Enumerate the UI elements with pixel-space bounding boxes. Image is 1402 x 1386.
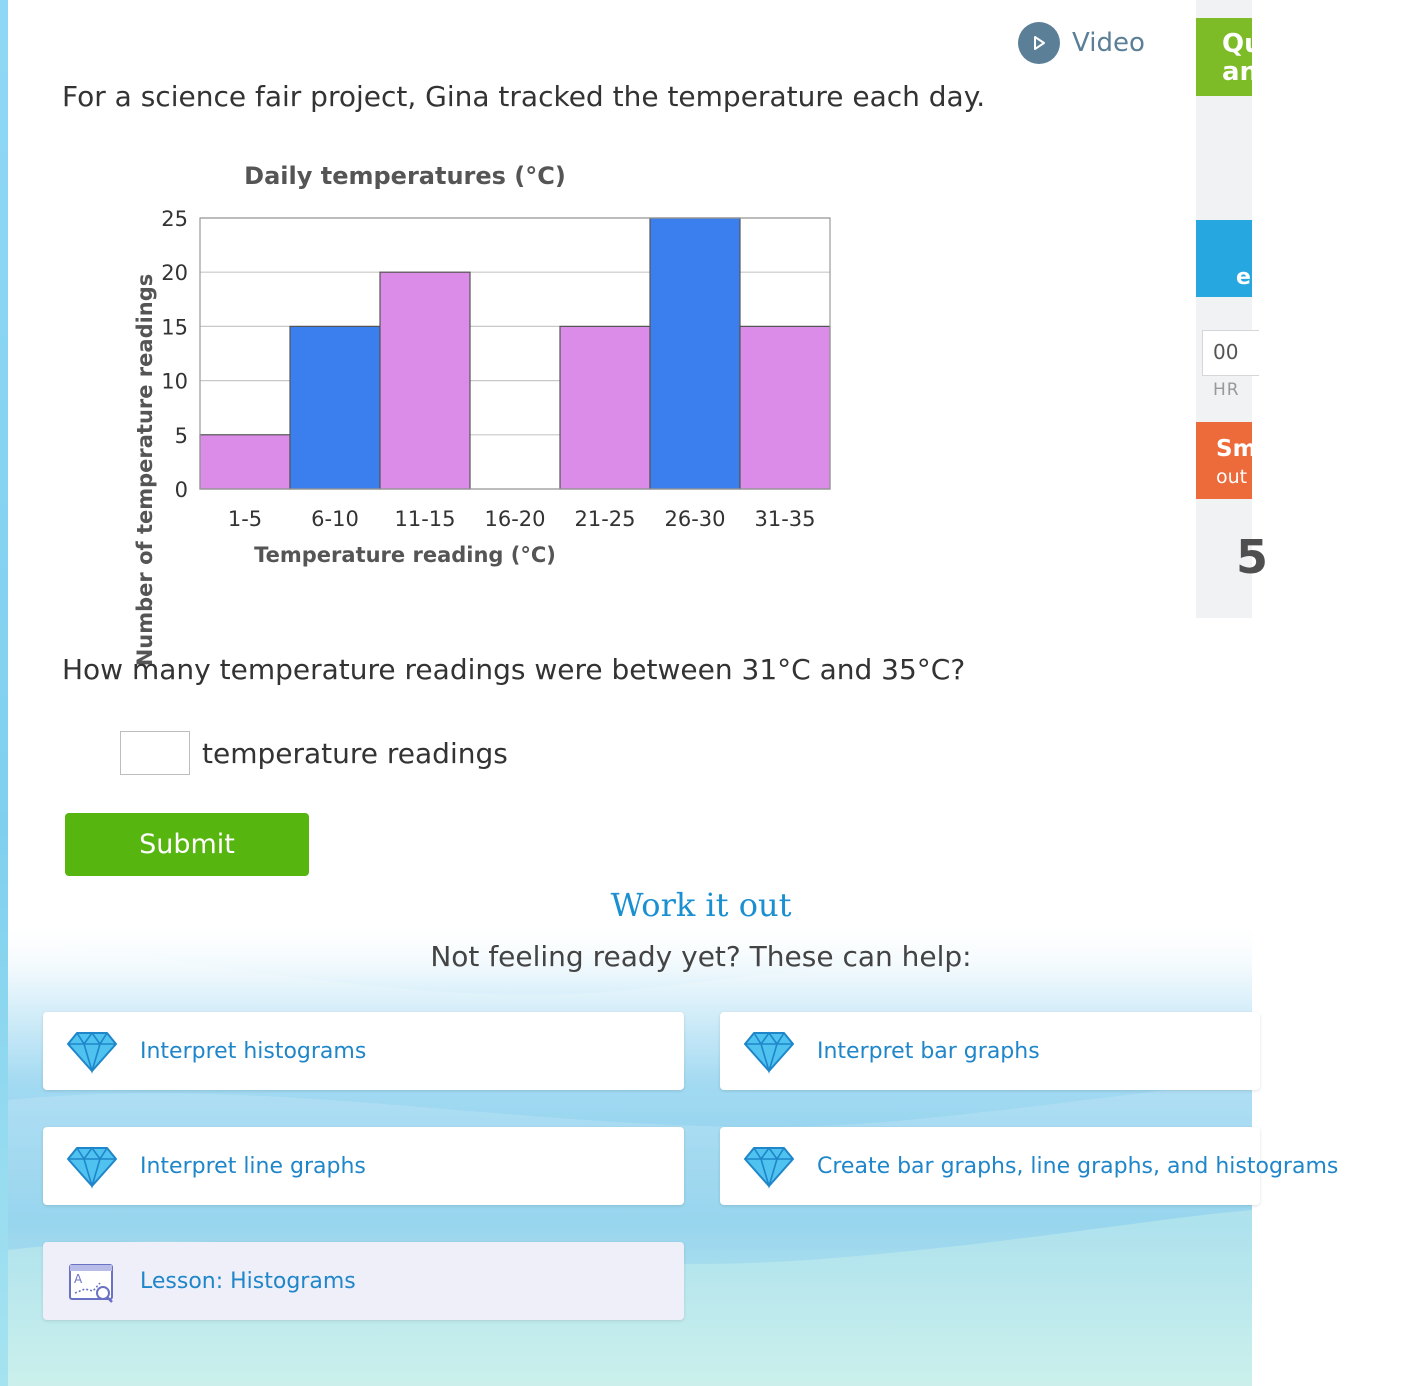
- side-smartscore-box: [1196, 422, 1257, 499]
- side-smartscore-sub: out: [1216, 466, 1248, 488]
- y-tick-label: 15: [161, 315, 188, 340]
- chart-title: Daily temperatures (°C): [244, 162, 566, 190]
- side-panel: [1196, 0, 1269, 618]
- histogram-bar: [290, 326, 380, 489]
- histogram-bar: [740, 326, 830, 489]
- y-axis-label: Number of temperature readings: [133, 273, 157, 667]
- histogram-bar: [650, 218, 740, 489]
- lesson-icon: [67, 1261, 117, 1303]
- side-timer-unit: HR: [1213, 380, 1240, 400]
- side-timer: [1202, 330, 1259, 376]
- diamond-icon: [67, 1031, 117, 1073]
- diamond-icon: [744, 1031, 794, 1073]
- help-card-interpret-histograms[interactable]: [43, 1012, 684, 1090]
- x-tick-label: 1-5: [227, 507, 263, 531]
- answer-unit-label: temperature readings: [202, 736, 508, 770]
- y-tick-label: 5: [174, 423, 188, 448]
- x-tick-label: 11-15: [394, 507, 456, 531]
- side-timer-hours: 00: [1213, 340, 1239, 364]
- side-smartscore-title: Sm: [1216, 436, 1257, 462]
- work-it-out-title: Work it out: [610, 886, 792, 924]
- question-ask: How many temperature readings were between 31°C and 35°C?: [62, 653, 966, 686]
- x-tick-label: 16-20: [484, 507, 546, 531]
- submit-button[interactable]: Submit: [65, 813, 309, 876]
- side-elapsed-box: [1196, 220, 1252, 297]
- x-tick-label: 6-10: [311, 507, 359, 531]
- help-card-label: Lesson: Histograms: [140, 1268, 356, 1294]
- histogram-bar: [380, 272, 470, 489]
- x-axis-label: Temperature reading (°C): [254, 543, 556, 567]
- help-card-create-graphs[interactable]: [720, 1127, 1339, 1205]
- question-prompt: For a science fair project, Gina tracked the temperature each day.: [62, 80, 986, 113]
- diamond-icon: [744, 1146, 794, 1188]
- svg-text:A: A: [74, 1272, 83, 1286]
- help-card-interpret-bar-graphs[interactable]: [720, 1012, 1260, 1090]
- side-questions-box: [1196, 18, 1263, 96]
- help-card-lesson-histograms[interactable]: [43, 1242, 684, 1320]
- side-questions-label-2: an: [1222, 57, 1259, 87]
- y-tick-label: 25: [161, 207, 188, 231]
- side-score-digit: 5: [1236, 530, 1269, 584]
- help-subtitle: Not feeling ready yet? These can help:: [430, 940, 972, 973]
- play-icon: [1018, 22, 1060, 64]
- histogram-bar: [560, 326, 650, 489]
- histogram-bar: [200, 435, 290, 489]
- left-edge-strip: [0, 0, 8, 1386]
- side-questions-label: Qu: [1222, 29, 1263, 59]
- help-card-label: Create bar graphs, line graphs, and histograms: [817, 1153, 1339, 1179]
- x-tick-label: 26-30: [664, 507, 726, 531]
- answer-input[interactable]: [120, 731, 190, 775]
- y-tick-label: 20: [161, 261, 188, 286]
- histogram-chart: [112, 150, 872, 667]
- help-card-interpret-line-graphs[interactable]: [43, 1127, 684, 1205]
- help-card-label: Interpret bar graphs: [817, 1038, 1040, 1064]
- x-tick-label: 31-35: [754, 507, 816, 531]
- help-card-label: Interpret line graphs: [140, 1153, 366, 1179]
- video-link[interactable]: [1018, 22, 1145, 64]
- diamond-icon: [67, 1146, 117, 1188]
- x-tick-label: 21-25: [574, 507, 636, 531]
- y-tick-label: 10: [161, 369, 188, 394]
- video-label: Video: [1072, 28, 1145, 58]
- y-tick-label: 0: [174, 478, 188, 502]
- help-card-label: Interpret histograms: [140, 1038, 367, 1064]
- answer-row: [120, 731, 508, 775]
- chart-svg: [112, 150, 872, 667]
- side-elapsed-label: e: [1236, 265, 1251, 290]
